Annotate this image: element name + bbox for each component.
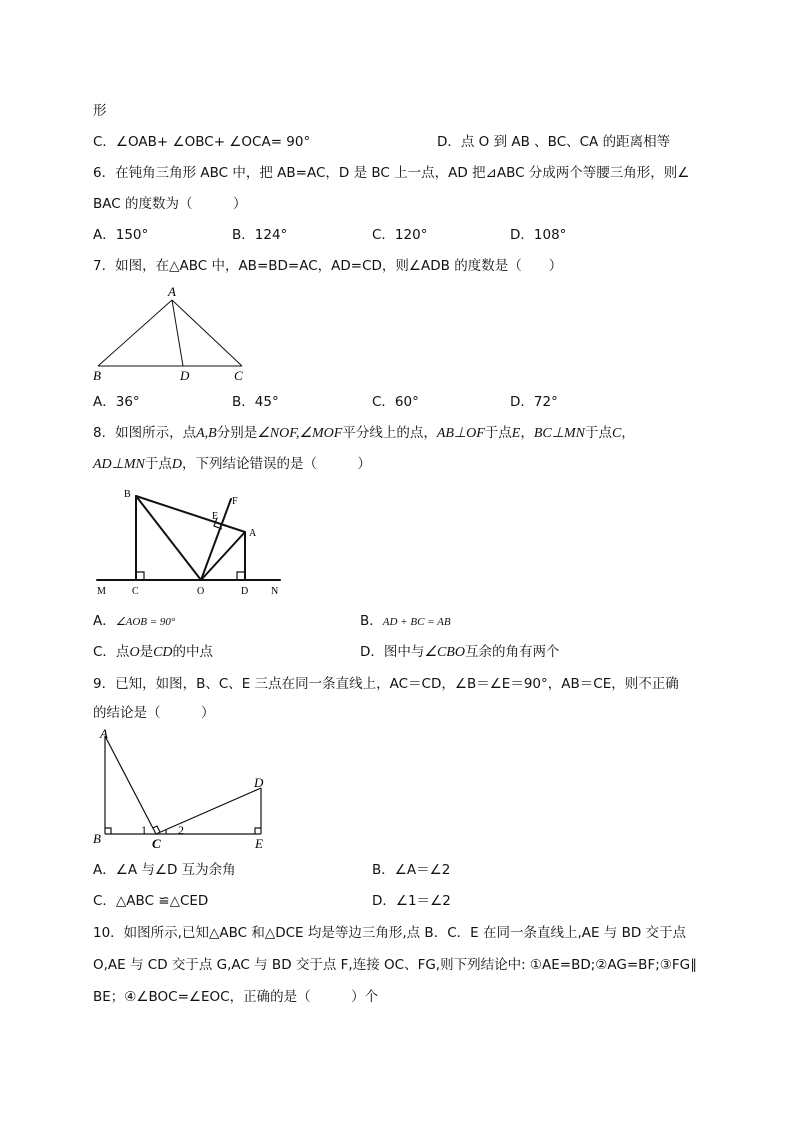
q7-option-b: B．45° <box>232 394 279 410</box>
q8-math: A,B <box>196 426 217 441</box>
q8-text: ， <box>520 425 534 441</box>
q9-label-d: D <box>254 775 264 790</box>
q8-segment-bo <box>136 496 201 580</box>
q9-label-b: B <box>93 831 101 846</box>
q8-option-d <box>360 642 559 663</box>
q8-option-c <box>93 642 213 663</box>
q8-math: ∠NOF,∠MOF <box>257 426 343 441</box>
q6-option-a: A．150° <box>93 227 149 243</box>
q7-triangle-figure <box>90 282 260 384</box>
q8-text: ， <box>621 425 635 441</box>
q9-label-one: 1 <box>141 823 147 837</box>
q8-option-a <box>93 611 175 632</box>
q8-label-c: C <box>132 586 139 597</box>
q7-option-d: D．72° <box>510 394 558 410</box>
q9-label-a: A <box>100 726 108 741</box>
q9-segment-ac <box>105 736 156 834</box>
q7-label-d: D <box>180 368 190 383</box>
q8-math: AB⊥OF <box>436 426 485 441</box>
q8-label-d: D <box>241 586 249 597</box>
q5-option-d: D．点 O 到 AB 、BC、CA 的距离相等 <box>437 134 671 150</box>
q8-math: C <box>611 426 622 441</box>
q7-label-a: A <box>168 284 176 299</box>
q8-option-b <box>360 611 451 632</box>
q8-text: 8．如图所示，点 <box>93 425 197 441</box>
q9-label-e: E <box>255 836 263 851</box>
q8-right-angle-c <box>136 572 144 580</box>
q8-label-f: F <box>232 496 238 507</box>
q8-text: 于点 <box>484 425 512 441</box>
q7-segment-ac <box>172 300 242 366</box>
q8-segment-ab <box>136 496 245 532</box>
q5-option-c: C．∠OAB+ ∠OBC+ ∠OCA= 90° <box>93 134 311 150</box>
q10-stem-line3: BE；④∠BOC=∠EOC，正确的是（ ）个 <box>93 989 379 1005</box>
q8-text: C．点 <box>93 644 130 660</box>
q8-label-a: A <box>249 528 257 539</box>
q6-option-d: D．108° <box>510 227 567 243</box>
q8-text: 分别是 <box>216 425 258 441</box>
q9-segment-cd <box>156 788 261 834</box>
q8-option-label: B． <box>360 613 383 629</box>
q7-label-b: B <box>93 368 101 383</box>
q8-text: 于点 <box>144 456 172 472</box>
q8-option-math: ∠AOB = 90° <box>115 616 176 628</box>
q6-stem-line1: 6．在钝角三角形 ABC 中，把 AB=AC，D 是 BC 上一点，AD 把⊿ABC 分成两个等腰三角形，则∠ <box>93 165 690 181</box>
q7-label-c: C <box>234 368 243 383</box>
q8-math: BC⊥MN <box>533 426 585 441</box>
q8-math: AD⊥MN <box>93 457 145 472</box>
q9-option-a: A．∠A 与∠D 互为余角 <box>93 862 236 878</box>
q8-label-o: O <box>197 586 205 597</box>
q7-segment-ad <box>172 300 183 366</box>
continuation-text: 形 <box>93 103 107 119</box>
q8-option-math: AD + BC = AB <box>382 616 451 628</box>
q9-option-b: B．∠A＝∠2 <box>372 862 451 878</box>
q7-option-c: C．60° <box>372 394 419 410</box>
q7-stem: 7．如图，在△ABC 中，AB=BD=AC，AD=CD，则∠ADB 的度数是（ ） <box>93 258 563 274</box>
q9-stem-line2: 的结论是（ ） <box>93 705 215 721</box>
q6-stem-line2: BAC 的度数为（ ） <box>93 196 247 212</box>
q8-text: 于点 <box>584 425 612 441</box>
q8-stem-line2 <box>93 454 371 475</box>
q8-math: ∠CBO <box>424 645 465 660</box>
q10-stem-line1: 10．如图所示,已知△ABC 和△DCE 均是等边三角形,点 B．C．E 在同一条直线上,AE 与 BD 交于点 <box>93 925 687 941</box>
q8-text: 平分线上的点， <box>342 425 437 441</box>
q8-segment-ao <box>201 532 245 580</box>
q7-segment-ab <box>98 300 172 366</box>
q9-stem-line1: 9．已知，如图，B、C、E 三点在同一条直线上，AC＝CD，∠B＝∠E＝90°，AB＝CE，则不正确 <box>93 676 679 692</box>
q8-label-m: M <box>97 586 106 597</box>
q7-option-a: A．36° <box>93 394 140 410</box>
q8-option-label: A． <box>93 613 116 629</box>
q9-option-d: D．∠1＝∠2 <box>372 893 451 909</box>
q8-math: O <box>129 645 140 660</box>
q6-option-b: B．124° <box>232 227 288 243</box>
q8-math: D <box>171 457 182 472</box>
q9-label-two: 2 <box>178 823 184 837</box>
q8-text: 的中点 <box>172 644 214 660</box>
q8-text: ，下列结论错误的是（ ） <box>181 456 371 472</box>
q9-figure <box>90 724 280 854</box>
q8-text: 互余的角有两个 <box>464 644 560 660</box>
q8-text: 是 <box>139 644 154 660</box>
q8-math: E <box>511 426 521 441</box>
q8-stem-line1 <box>93 423 635 444</box>
q9-right-angle-e <box>255 828 261 834</box>
q9-right-angle-b <box>105 828 111 834</box>
q10-stem-line2: O,AE 与 CD 交于点 G,AC 与 BD 交于点 F,连接 OC、FG,则下列结论中: ①AE=BD;②AG=BF;③FG∥ <box>93 957 697 973</box>
q8-right-angle-d <box>237 572 245 580</box>
q8-math: CD <box>153 645 173 660</box>
q9-label-c: C <box>152 836 161 851</box>
q8-label-n: N <box>271 586 279 597</box>
q8-figure <box>94 486 294 598</box>
q6-option-c: C．120° <box>372 227 428 243</box>
q8-label-e: E <box>212 511 219 522</box>
q8-label-b: B <box>124 489 131 500</box>
q9-option-c: C．△ABC ≌△CED <box>93 893 209 909</box>
q8-text: D．图中与 <box>360 644 425 660</box>
